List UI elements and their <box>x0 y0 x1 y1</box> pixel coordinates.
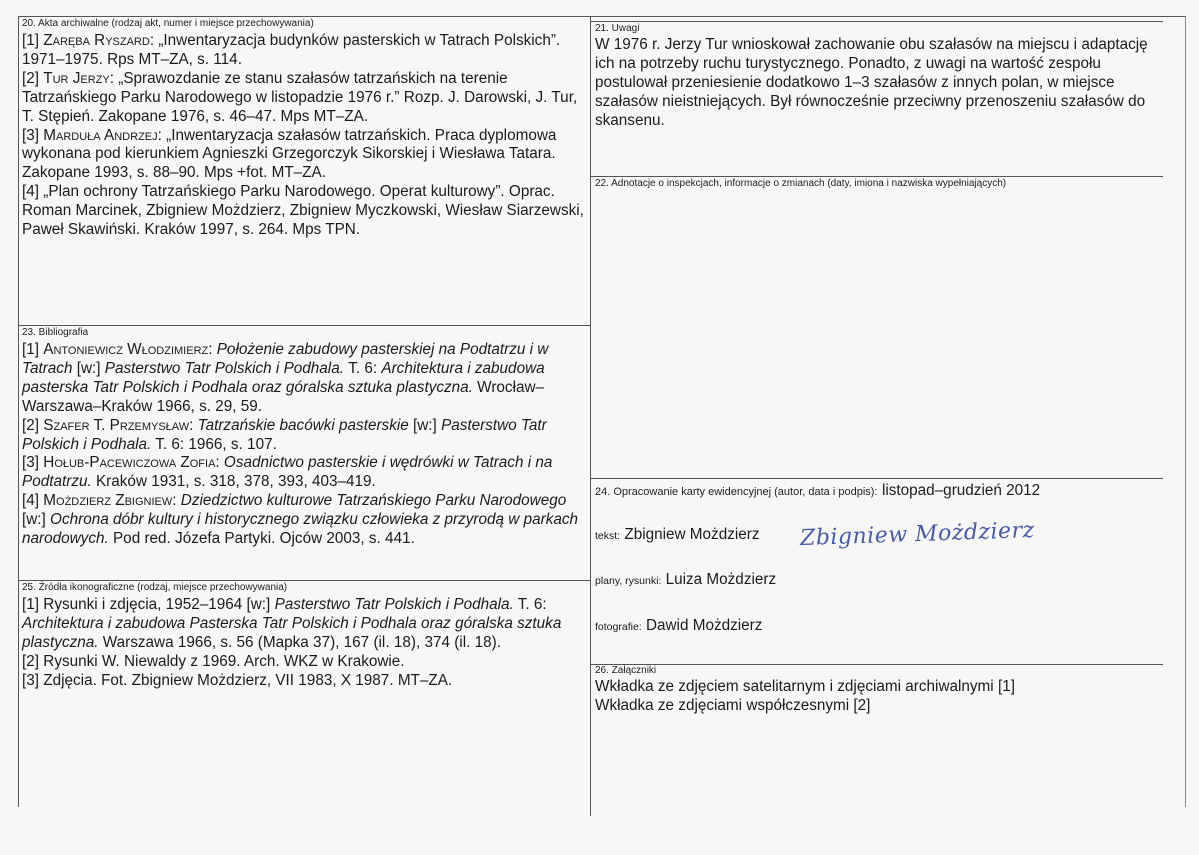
bibliography-item-1: [1] Antoniewicz Włodzimierz: Położenie zabudowy pasterskiej na Podtatrzu i w Tatrach [w:] Pasterstwo Tatr Polskich i Podhala. T. 6: Architektura i zabudowa pasterska Tatr Polskich i Podhala oraz góralska sztuka plastyczna. Wrocław–Warszawa–Kraków 1966, s. 29, 59. <box>22 341 549 415</box>
credit-plans: plany, rysunki: Luiza Możdzierz <box>595 571 777 588</box>
credit-photos: fotografie: Dawid Możdzierz <box>595 617 763 634</box>
preparation-date: listopad–grudzień 2012 <box>881 482 1041 499</box>
remarks-text: W 1976 r. Jerzy Tur wnioskował zachowanie obu szałasów na miejscu i adaptację ich na potrzeby ruchu turystycznego. Ponadto, z uwagi na wartość zespołu postulował przeniesienie dodatkowo 1–3 szałasów z innych polan, w miejsce szałasów nieistniejących. Był równocześnie przeciwny przenoszeniu szałasów do skansenu. <box>595 36 1148 129</box>
section-remarks <box>595 23 1150 131</box>
signature-image: Zbigniew Możdzierz <box>799 517 1036 552</box>
rule-20-top <box>18 16 590 17</box>
bibliography-item-3: [3] Hołub-Pacewiczowa Zofia: Osadnictwo pasterskie i wędrówki w Tatrach i na Podtatrzu. Kraków 1931, s. 318, 378, 393, 403–419. <box>22 454 553 491</box>
section-header: 20. Akta archiwalne (rodzaj akt, numer i miejsce przechowywania) <box>22 18 314 29</box>
section-header: 24. Opracowanie karty ewidencyjnej (autor, data i podpis): <box>595 486 878 498</box>
rule-21-top <box>591 21 1163 22</box>
section-header: 21. Uwagi <box>595 23 640 34</box>
archival-item-4: [4] „Plan ochrony Tatrzańskiego Parku Narodowego. Operat kulturowy”. Oprac. Roman Marcinek, Zbigniew Możdzierz, Zbigniew Myczkowski, Wiesław Siarzewski, Paweł Skawiński. Kraków 1997, s. 264. Mps TPN. <box>22 183 584 239</box>
archival-item-2: [2] Tur Jerzy: „Sprawozdanie ze stanu szałasów tatrzańskich na terenie Tatrzańskiego Parku Narodowego w listopadzie 1976 r.” Rozp. J. Darowski, J. Tur, T. Stępień. Zakopane 1976, s. 46–47. Mps MT–ZA. <box>22 69 578 125</box>
section-header: 26. Załączniki <box>595 665 657 676</box>
iconographic-item-3: [3] Zdjęcia. Fot. Zbigniew Możdzierz, VII 1983, X 1987. MT–ZA. <box>22 671 453 689</box>
section-card-preparation <box>595 482 1155 500</box>
rule-22-top <box>591 176 1163 177</box>
rule-23-top <box>18 325 590 326</box>
attachment-item-1: Wkładka ze zdjęciem satelitarnym i zdjęciami archiwalnymi [1] <box>595 678 1015 695</box>
credit-text: tekst: Zbigniew Możdzierz <box>595 526 760 543</box>
attachment-item-2: Wkładka ze zdjęciami współczesnymi [2] <box>595 696 871 714</box>
column-divider <box>590 16 591 816</box>
section-header: 25. Źródła ikonograficzne (rodzaj, miejsce przechowywania) <box>22 582 288 593</box>
iconographic-item-1: [1] Rysunki i zdjęcia, 1952–1964 [w:] Pasterstwo Tatr Polskich i Podhala. T. 6: Architektura i zabudowa Pasterska Tatr Polskich i Podhala oraz góralska sztuka plastyczna. Warszawa 1966, s. 56 (Mapka 37), 167 (il. 18), 374 (il. 18). <box>22 596 562 651</box>
bibliography-item-2: [2] Szafer T. Przemysław: Tatrzańskie bacówki pasterskie [w:] Pasterstwo Tatr Polskich i Podhala. T. 6: 1966, s. 107. <box>22 416 547 453</box>
iconographic-item-2: [2] Rysunki W. Niewaldy z 1969. Arch. WKZ w Krakowie. <box>22 652 405 670</box>
section-header: 23. Bibliografia <box>22 327 89 338</box>
section-bibliography <box>22 327 587 549</box>
section-inspection-notes <box>595 178 1155 190</box>
bibliography-item-4: [4] Możdzierz Zbigniew: Dziedzictwo kulturowe Tatrzańskiego Parku Narodowego [w:] Ochrona dóbr kultury i historycznego związku człowieka z przyrodą w parkach narodowych. Pod red. Józefa Partyki. Ojców 2003, s. 441. <box>22 492 579 548</box>
archival-item-3: [3] Marduła Andrzej: „Inwentaryzacja szałasów tatrzańskich. Praca dyplomowa wykonana pod kierunkiem Agnieszki Grzegorczyk Sikorskiej i Wiesława Tatara. Zakopane 1993, s. 88–90. Mps +fot. MT–ZA. <box>22 126 557 182</box>
section-attachments <box>595 665 1155 716</box>
rule-24-top <box>591 478 1163 479</box>
section-iconographic-sources <box>22 582 587 691</box>
archival-item-1: [1] Zaręba Ryszard: „Inwentaryzacja budynków pasterskich w Tatrach Polskich”. 1971–1975. Rps MT–ZA, s. 114. <box>22 32 561 68</box>
rule-25-top <box>18 580 590 581</box>
section-archival-records <box>22 18 587 240</box>
section-header: 22. Adnotacje o inspekcjach, informacje o zmianach (daty, imiona i nazwiska wypełniających) <box>595 178 1007 189</box>
